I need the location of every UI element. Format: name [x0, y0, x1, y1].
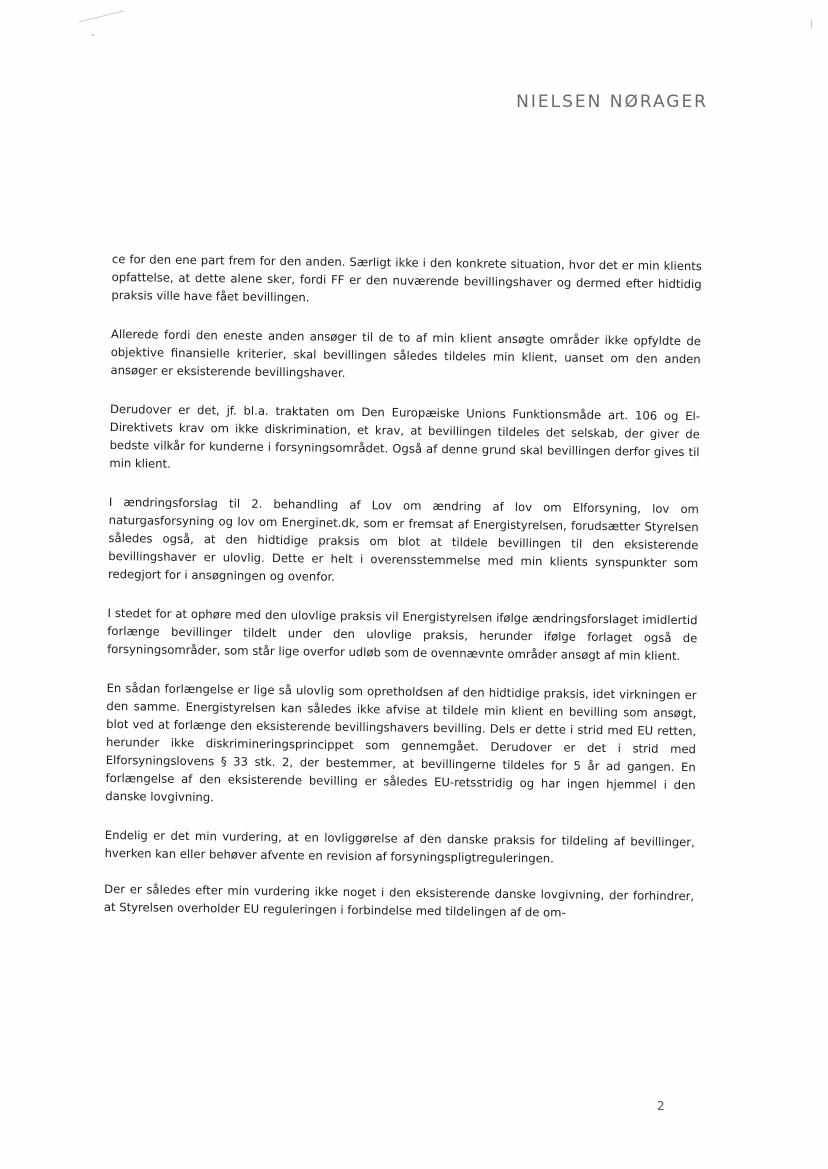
scan-artifact	[92, 34, 94, 36]
scan-artifact	[811, 20, 812, 28]
letterhead-firm-name: NIELSEN NØRAGER	[516, 92, 708, 112]
paragraph: I stedet for at ophøre med den ulovlige praksis vil Energistyrelsen ifølge ændringsforslaget imidlertid forlænge bevillinger tildelt under den ulovlige praksis, herunder ifølge forlaget også de forsyningsområder, som står lige overfor udløb som de ovennævnte områder ansøgt af min klient.	[107, 605, 698, 663]
paragraph: I ændringsforslag til 2. behandling af Lov om ændring af lov om Elforsyning, lov om naturgasforsyning og lov om Energinet.dk, som er fremsat af Energistyrelsen, forudsætter Styrelsen således også, at den hidtidige praksis om blot at tildele bevillingen til den eksisterende bevillingshaver er ulovlig. Dette er helt i overensstemmelse med min klients synspunkter som redegjort for i ansøgningen og ovenfor.	[107, 494, 699, 584]
paragraph: Derudover er det, jf. bl.a. traktaten om Den Europæiske Unions Funktionsmåde art. 106 og El-Direktivets krav om ikke diskrimination, et krav, at bevillingen tildeles det selskab, der giver de bedste vilkår for kunderne i forsyningsområdet. Også af denne grund skal bevillingen derfor gives til min klient.	[109, 401, 701, 471]
paragraph: En sådan forlængelse er lige så ulovlig som opretholdsen af den hidtidige praksis, idet virkningen er den samme. Energistyrelsen kan således ikke afvise at tildele min klient en bevilling som ansøgt, blot ved at forlænge den eksisterende bevillingshavers bevilling. Dels er dette i strid med EU retten, herunder ikke diskrimineringsprincippet som gennemgået. Derudover er det i strid med Elforsyningslovens § 33 stk. 2, der bestemmer, at bevillingerne tildeles for 5 år ad gangen. En forlængelse af den eksisterende bevilling er således EU-retsstridig og har ingen hjemmel i den danske lovgivning.	[105, 680, 697, 805]
paragraph: Allerede fordi den eneste anden ansøger til de to af min klient ansøgte områder ikke opfyldte de objektive finansielle kriterier, skal bevillingen således tildeles min klient, uanset om den anden ansøger er eksisterende bevillingshaver.	[110, 326, 702, 380]
paragraph: Endelig er det min vurdering, at en lovliggørelse af den danske praksis for tildeling af bevillinger, hverken kan eller behøver afvente en revision af forsyningspligtreguleringen.	[104, 827, 695, 866]
page-number: 2	[657, 1099, 665, 1113]
scan-artifact	[79, 10, 124, 22]
letter-body	[104, 250, 702, 944]
paragraph: Der er således efter min vurdering ikke noget i den eksisterende danske lovgivning, der forhindrer, at Styrelsen overholder EU reguleringen i forbindelse med tildelingen af de om-	[103, 881, 695, 920]
paragraph: ce for den ene part frem for den anden. Særligt ikke i den konkrete situation, hvor det er min klients opfattelse, at dette alene sker, fordi FF er den nuværende bevillingshaver og dermed efter hidtidig praksis ville have fået bevillingen.	[111, 251, 702, 305]
